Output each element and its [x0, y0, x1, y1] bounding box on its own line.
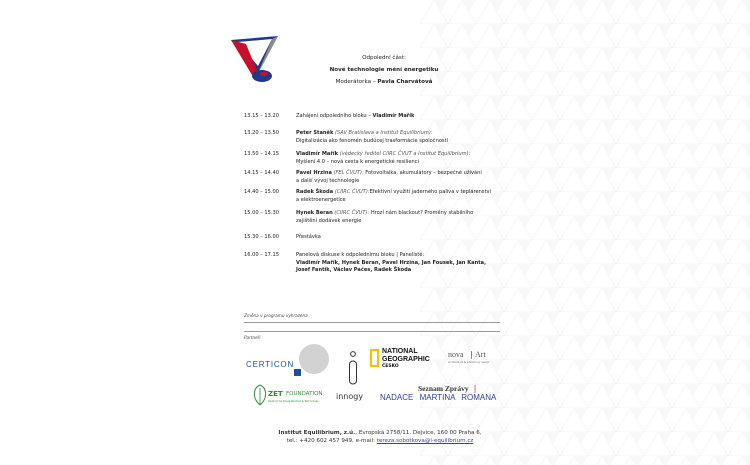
- program-line: zajištění dodávek energie: [296, 217, 362, 224]
- program-description: [296, 151, 506, 166]
- program-line: Radek Škoda (CIIRC ČVUT):Efektivní využití jaderného paliva v teplárenství: [296, 189, 491, 195]
- program-description: [296, 130, 506, 145]
- program-line: Panelová diskuse k odpolednímu bloku | Panelisté:: [296, 252, 425, 258]
- program-time: 16.00 – 17.15: [244, 252, 279, 258]
- program-line: Peter Staněk (SAV Bratislava a Institut Equilibrium):: [296, 130, 433, 136]
- program-time: 13.20 – 13.50: [244, 130, 279, 136]
- program-time: 13.15 – 13.20: [244, 113, 279, 119]
- footer-address: Institut Equilibrium, z.ú., Evropská 2758/11, Dejvice, 160 00 Praha 6,: [278, 430, 482, 436]
- divider: [244, 331, 500, 332]
- program-line: a další vývoj technologie: [296, 177, 360, 184]
- seznam-zpravy-logo: Seznam Zprávy |: [418, 384, 477, 393]
- program-time: 13.50 – 14.15: [244, 151, 279, 157]
- program-description: [296, 113, 506, 121]
- divider: [244, 322, 500, 323]
- program-description: [296, 210, 506, 225]
- program-title: Nové technologie mění energetiku: [329, 67, 439, 73]
- program-line: Digitalizácia ako fenomén budúcej trasformácie spoločnosti: [296, 137, 448, 144]
- moderator-line: Moderátorka – Pavla Charvátová: [335, 79, 433, 85]
- program-line: a elektroenergetice: [296, 196, 346, 203]
- program-line: Zahájení odpoledního bloku – Vladimír Mařík: [296, 113, 415, 119]
- program-time: 15.00 – 15.30: [244, 210, 279, 216]
- national-geographic-cesko-logo: NATIONAL GEOGRAPHIC ČESKO: [370, 348, 440, 374]
- footer-contact: tel.: +420 602 457 949, e-mail: tereza.sobotkova@i-equilibrium.cz: [286, 438, 474, 444]
- zet-foundation-logo: ZET FOUNDATION Zentrum für Energietechnik & Technologie: [250, 384, 330, 410]
- program-change-note: Změna v programu vyhrazena: [244, 313, 308, 318]
- afternoon-part-label: Odpolední část:: [362, 55, 406, 61]
- nova-art-logo: nova | Art architektura & interiérový design: [448, 350, 490, 364]
- program-line: Vladimír Mařík, Hynek Beran, Pavel Hrzina, Jan Fousek, Jan Kanta,: [296, 259, 487, 266]
- program-time: 14.15 – 14.40: [244, 170, 279, 176]
- program-description: [296, 252, 506, 275]
- program-time: 14.40 – 15.00: [244, 189, 279, 195]
- innogy-logo: innogy: [336, 350, 372, 406]
- partners-label: Partneři: [244, 335, 261, 340]
- program-line: Josef Fantík, Václav Pačes, Radek Škoda: [296, 267, 412, 274]
- program-line: Přestávka: [296, 234, 321, 240]
- footer-email-link[interactable]: tereza.sobotkova@i-equilibrium.cz: [376, 438, 474, 444]
- nadace-martina-romana-logo: NADACE MARTINA ROMANA: [380, 393, 497, 402]
- program-line: Pavel Hrzina (FEL ČVUT): Fotovoltaika, akumulátory – bezpečné užívání: [296, 170, 482, 176]
- program-line: Vladimír Mařík (vědecký ředitel CIIRC ČVUT a Institut Equilibrium):: [296, 151, 471, 157]
- program-description: [296, 189, 506, 204]
- program-line: Hynek Beran (CIIRC ČVUT): Hrozí nám blackout? Proměny stabilního: [296, 210, 474, 216]
- program-time: 15.30 – 16.00: [244, 234, 279, 240]
- certicon-logo: CERTICON: [244, 342, 334, 382]
- program-description: [296, 234, 506, 242]
- program-line: Myšlení 4.0 – nová cesta k energetické resilienci: [296, 158, 419, 165]
- program-description: [296, 170, 506, 185]
